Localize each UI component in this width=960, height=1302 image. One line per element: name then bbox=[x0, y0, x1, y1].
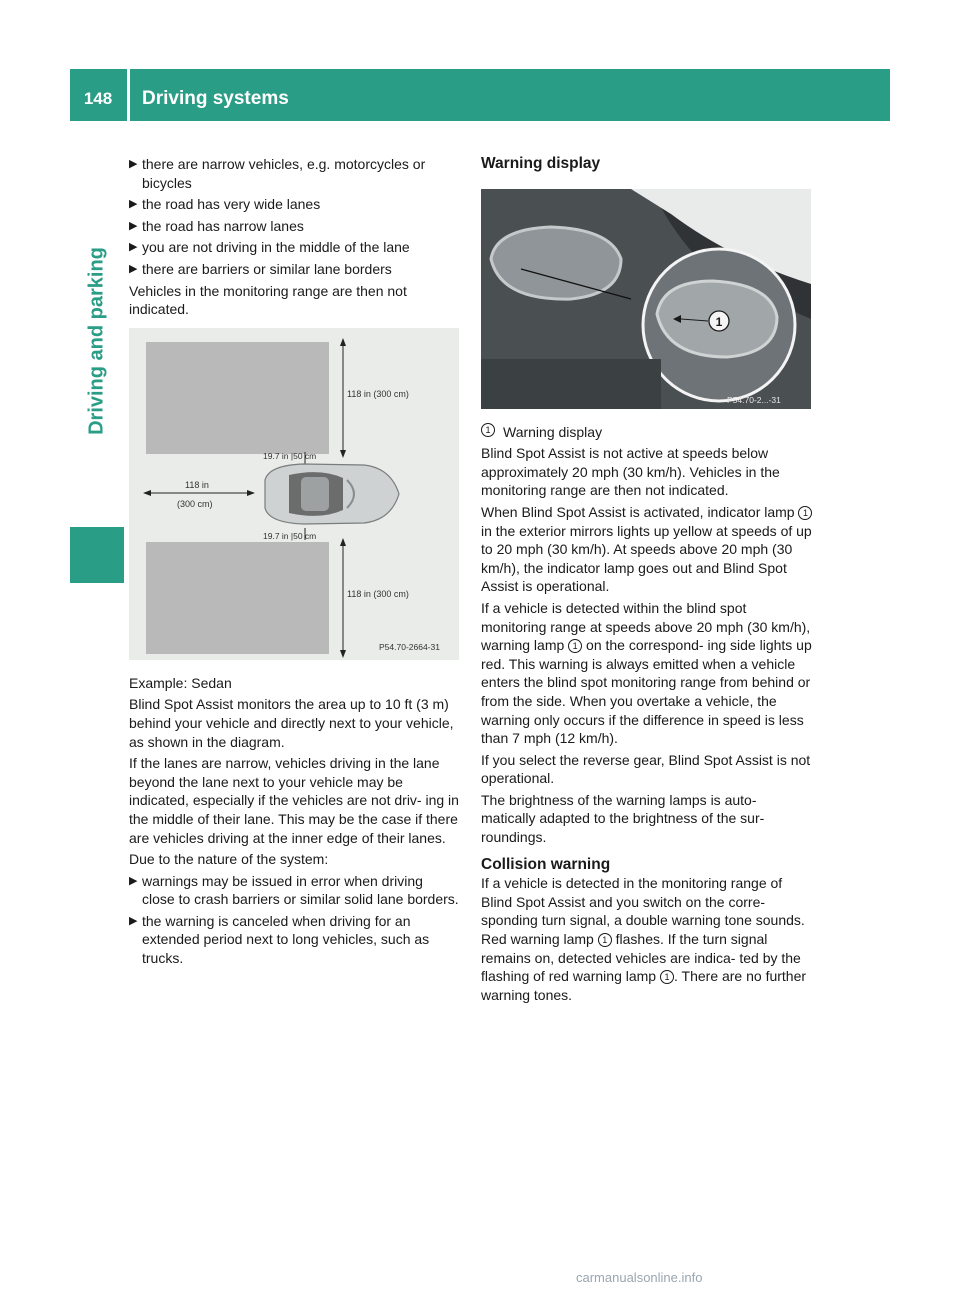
paragraph: If a vehicle is detected within the blind spot monitoring range at speeds above 20 mph (30 km/h), warning lamp 1 on the correspond- ing side lights up red. This warning is always emitted when a vehicle enters the blind spot monitoring range from behind or from the side. When you overtake a vehicle, the warning only occurs if the difference in speed is less than 7 mph (12 km/h). bbox=[481, 599, 812, 747]
left-column bbox=[129, 155, 459, 971]
callout-number: 1 bbox=[715, 314, 723, 329]
car-illustration bbox=[265, 464, 399, 524]
figure-code: P54.70-2664-31 bbox=[379, 641, 440, 652]
list-item: ▶ there are narrow vehicles, e.g. motorcycles or bicycles bbox=[129, 156, 426, 191]
paragraph: When Blind Spot Assist is activated, indicator lamp 1 in the exterior mirrors lights up yellow at speeds of up to 20 mph (30 km/h). At speeds above 20 mph (30 km/h), the indicator lamp goes out and Blind Spot Assist is operational. bbox=[481, 503, 812, 595]
list-item: ▶ warnings may be issued in error when driving close to crash barriers or similar solid lane borders. bbox=[129, 872, 459, 908]
side-tab-marker bbox=[70, 527, 124, 583]
list-item: ▶ you are not driving in the middle of the lane bbox=[129, 239, 410, 256]
callout-ref: 1 bbox=[798, 506, 812, 520]
paragraph: If the lanes are narrow, vehicles driving in the lane beyond the lane next to your vehicle may be indicated, especially if the vehicles are not driv- ing in the middle of their lane. This may be the case if there are vehicles driving at the inner edge of their lanes. bbox=[129, 755, 459, 846]
mirror-photo bbox=[481, 189, 813, 409]
watermark: carmanualsonline.info bbox=[576, 1270, 703, 1285]
list-item: ▶ the road has narrow lanes bbox=[129, 217, 304, 234]
header-divider bbox=[127, 69, 130, 121]
callout-ref: 1 bbox=[598, 933, 612, 947]
paragraph: Vehicles in the monitoring range are then not indicated. bbox=[129, 282, 407, 318]
limitations-list bbox=[129, 872, 459, 968]
monitoring-range-diagram bbox=[129, 328, 459, 660]
legend-number: 1 bbox=[481, 423, 495, 437]
gap-label-bottom: 19.7 in |50 cm bbox=[263, 530, 317, 541]
heading-warning-display: Warning display bbox=[481, 155, 601, 172]
right-column bbox=[481, 155, 813, 1007]
page-number: 148 bbox=[83, 89, 113, 108]
photo-code: P54.70-2...-31 bbox=[727, 394, 781, 405]
list-item: ▶ there are barriers or similar lane borders bbox=[129, 260, 392, 277]
paragraph: Blind Spot Assist monitors the area up to 10 ft (3 m) behind your vehicle and directly next to your vehicle, as shown in the diagram. bbox=[129, 696, 454, 750]
side-tab-label: Driving and parking bbox=[85, 247, 108, 435]
dimension-label-top: 118 in (300 cm) bbox=[347, 388, 409, 399]
list-item: ▶ the road has very wide lanes bbox=[129, 196, 321, 213]
callout-ref: 1 bbox=[568, 639, 582, 653]
heading-collision-warning: Collision warning bbox=[481, 855, 611, 873]
figure-legend bbox=[481, 423, 813, 442]
paragraph: The brightness of the warning lamps is auto- matically adapted to the brightness of the sur- roundings. bbox=[481, 791, 765, 846]
list-item: ▶ the warning is canceled when driving for an extended period next to long vehicles, such as trucks. bbox=[129, 912, 430, 967]
dimension-label-bottom: 118 in (300 cm) bbox=[347, 588, 409, 599]
dimension-label-left-1: 118 in bbox=[185, 479, 209, 490]
paragraph: Blind Spot Assist is not active at speeds below approximately 20 mph (30 km/h). Vehicles in the monitoring range are then not indicated. bbox=[481, 445, 780, 499]
callout-ref: 1 bbox=[660, 970, 674, 984]
side-tab bbox=[70, 121, 124, 561]
page-header bbox=[70, 69, 890, 121]
paragraph: If a vehicle is detected in the monitoring range of Blind Spot Assist and you switch on the corre- sponding turn signal, a double warning tone sounds. Red warning lamp 1 flashes. If the turn signal remains on, detected vehicles are indica- ted by the flashing of red warning lamp 1 . There are no further warning tones. bbox=[481, 875, 807, 1003]
paragraph: Due to the nature of the system: bbox=[129, 851, 329, 868]
paragraph: If you select the reverse gear, Blind Spot Assist is not operational. bbox=[481, 751, 811, 787]
conditions-list bbox=[129, 155, 459, 279]
figure-caption: Example: Sedan bbox=[129, 674, 232, 691]
gap-label-top: 19.7 in |50 cm bbox=[263, 450, 317, 461]
dimension-label-left-2: (300 cm) bbox=[177, 498, 213, 509]
legend-text: Warning display bbox=[503, 423, 603, 440]
section-title: Driving systems bbox=[142, 88, 289, 109]
